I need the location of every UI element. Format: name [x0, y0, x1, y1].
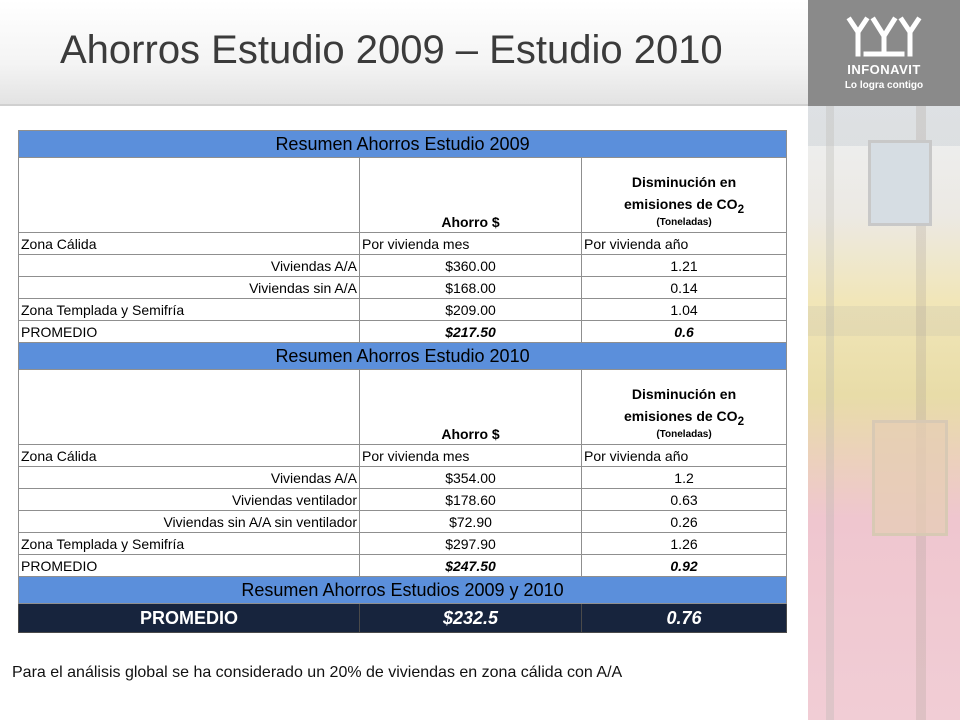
co2-value: 0.14 — [582, 277, 787, 299]
header-co2 — [582, 370, 787, 445]
section-2009-title: Resumen Ahorros Estudio 2009 — [19, 131, 787, 158]
column-header-row — [19, 370, 787, 445]
co2-value: 1.2 — [582, 467, 787, 489]
logo-tagline: Lo logra contigo — [844, 80, 924, 91]
ahorro-value: $209.00 — [360, 299, 582, 321]
ahorro-value: $297.90 — [360, 533, 582, 555]
table-row — [19, 511, 787, 533]
header-co2-line2: emisiones de CO — [623, 408, 738, 425]
row-label: Viviendas sin A/A — [19, 277, 360, 299]
header-co2-subscript: 2 — [737, 203, 745, 216]
footnote: Para el análisis global se ha considerado un 20% de viviendas en zona cálida con A/A — [12, 664, 623, 681]
header-co2 — [582, 158, 787, 233]
promedio-ahorro: $247.50 — [360, 555, 582, 577]
promedio-row-combined — [19, 604, 787, 633]
section-2009-header-row — [19, 131, 787, 158]
header-co2-unit: (Toneladas) — [656, 429, 712, 440]
header-empty-cell — [19, 370, 360, 445]
header-ahorro: Ahorro $ — [360, 158, 582, 233]
table-row — [19, 445, 787, 467]
ahorro-period-label: Por vivienda mes — [360, 445, 582, 467]
promedio-label: PROMEDIO — [19, 321, 360, 343]
ahorro-value: $72.90 — [360, 511, 582, 533]
row-label: Zona Templada y Semifría — [19, 533, 360, 555]
header-empty-cell — [19, 158, 360, 233]
row-label: Zona Templada y Semifría — [19, 299, 360, 321]
header-co2-line2: emisiones de CO — [623, 196, 738, 213]
promedio-co2: 0.92 — [582, 555, 787, 577]
house-window — [868, 140, 932, 226]
ahorro-value: $168.00 — [360, 277, 582, 299]
co2-period-label: Por vivienda año — [582, 445, 787, 467]
ahorro-value: $354.00 — [360, 467, 582, 489]
zona-label: Zona Cálida — [19, 233, 360, 255]
table-row — [19, 467, 787, 489]
co2-value: 1.04 — [582, 299, 787, 321]
co2-value: 0.26 — [582, 511, 787, 533]
slide-title: Ahorros Estudio 2009 – Estudio 2010 — [60, 28, 723, 72]
promedio-row-2009 — [19, 321, 787, 343]
promedio-label: PROMEDIO — [19, 604, 360, 633]
section-2010-title: Resumen Ahorros Estudio 2010 — [19, 343, 787, 370]
banner-divider — [0, 104, 808, 106]
row-label: Viviendas A/A — [19, 467, 360, 489]
table-row — [19, 489, 787, 511]
co2-value: 0.63 — [582, 489, 787, 511]
table-row — [19, 299, 787, 321]
promedio-co2: 0.76 — [582, 604, 787, 633]
promedio-label: PROMEDIO — [19, 555, 360, 577]
header-co2-line1: Disminución en — [631, 386, 737, 403]
zona-label: Zona Cálida — [19, 445, 360, 467]
row-label: Viviendas A/A — [19, 255, 360, 277]
co2-value: 1.26 — [582, 533, 787, 555]
co2-value: 1.21 — [582, 255, 787, 277]
promedio-ahorro: $217.50 — [360, 321, 582, 343]
infonavit-emblem-icon — [844, 14, 924, 60]
promedio-ahorro: $232.5 — [360, 604, 582, 633]
co2-period-label: Por vivienda año — [582, 233, 787, 255]
row-label: Viviendas sin A/A sin ventilador — [19, 511, 360, 533]
section-2010-header-row — [19, 343, 787, 370]
side-photo-strip — [808, 0, 960, 720]
savings-summary-table — [18, 130, 787, 633]
ahorro-value: $178.60 — [360, 489, 582, 511]
column-header-row — [19, 158, 787, 233]
logo-brand-name: INFONAVIT — [847, 62, 921, 77]
table-row — [19, 533, 787, 555]
table-row — [19, 277, 787, 299]
house-window-lower — [872, 420, 948, 536]
header-ahorro: Ahorro $ — [360, 370, 582, 445]
header-co2-subscript: 2 — [737, 415, 745, 428]
section-combined-title: Resumen Ahorros Estudios 2009 y 2010 — [19, 577, 787, 604]
header-co2-line1: Disminución en — [631, 174, 737, 191]
infonavit-logo — [808, 0, 960, 106]
ahorro-period-label: Por vivienda mes — [360, 233, 582, 255]
promedio-row-2010 — [19, 555, 787, 577]
ahorro-value: $360.00 — [360, 255, 582, 277]
header-co2-unit: (Toneladas) — [656, 217, 712, 228]
promedio-co2: 0.6 — [582, 321, 787, 343]
row-label: Viviendas ventilador — [19, 489, 360, 511]
table-row — [19, 255, 787, 277]
table-row — [19, 233, 787, 255]
section-combined-header-row — [19, 577, 787, 604]
